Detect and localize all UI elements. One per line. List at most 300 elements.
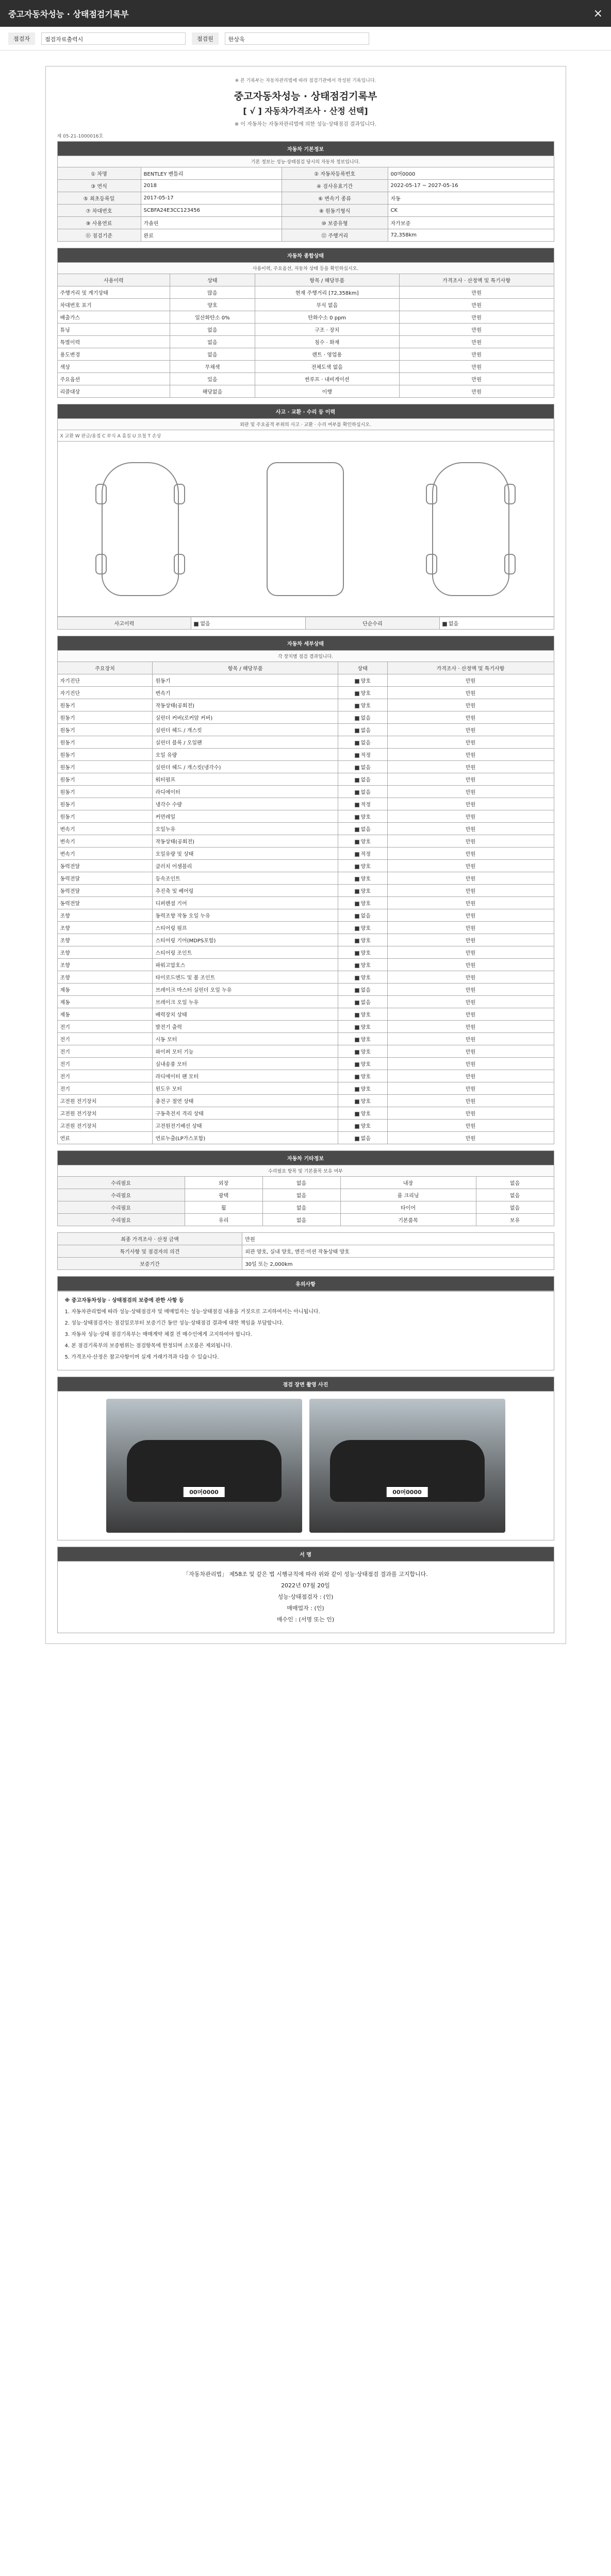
other-cell: 수리필요: [57, 1177, 185, 1189]
status-cell: 색상: [57, 361, 170, 373]
detail-status: 양호: [338, 1107, 387, 1120]
detail-group: 연료: [57, 1132, 153, 1144]
status-check-icon: [355, 877, 359, 882]
detail-group: 동력전달: [57, 860, 153, 872]
detail-item: 시동 모터: [153, 1033, 338, 1045]
detail-status: 양호: [338, 1033, 387, 1045]
status-cell: 리콜대상: [57, 385, 170, 398]
basic-cell: ③ 연식: [57, 180, 141, 192]
basic-cell: CK: [388, 205, 554, 217]
detail-group: 원동기: [57, 711, 153, 724]
basic-cell: ⑩ 보증유형: [282, 217, 388, 229]
status-row: [57, 348, 554, 361]
detail-item: 오일누유: [153, 823, 338, 835]
detail-item: 라디에이터 팬 모터: [153, 1070, 338, 1082]
detail-row: [57, 1045, 554, 1058]
accident-head: 사고 · 교환 · 수리 등 이력: [57, 404, 554, 419]
detail-price: 만원: [387, 1045, 554, 1058]
status-check-icon: [355, 691, 359, 696]
other-table: [57, 1150, 554, 1226]
status-check-icon: [355, 988, 359, 993]
detail-price: 만원: [387, 1008, 554, 1021]
detail-group: 원동기: [57, 773, 153, 786]
detail-status: 없음: [338, 711, 387, 724]
detail-status: 양호: [338, 934, 387, 946]
detail-row: [57, 996, 554, 1008]
detail-group: 제동: [57, 984, 153, 996]
detail-price: 만원: [387, 1033, 554, 1045]
basic-cell: ⑦ 차대번호: [57, 205, 141, 217]
detail-price: 만원: [387, 959, 554, 971]
detail-status: 양호: [338, 946, 387, 959]
other-cell: 외장: [185, 1177, 262, 1189]
basic-cell: BENTLEY 벤틀리: [141, 167, 282, 180]
filter-bar: [0, 27, 611, 50]
basic-cell: ⑧ 원동기형식: [282, 205, 388, 217]
detail-group: 고전원 전기장치: [57, 1120, 153, 1132]
detail-item: 고전원전기배선 상태: [153, 1120, 338, 1132]
detail-price: 만원: [387, 835, 554, 848]
notice-title: ※ 중고자동차성능 · 상태점검의 보증에 관한 사항 등: [64, 1298, 184, 1303]
other-note: 수리필요 항목 및 기본품목 보유 여부: [57, 1165, 554, 1177]
detail-item: 실린더 커버(로커암 커버): [153, 711, 338, 724]
detail-price: 만원: [387, 1021, 554, 1033]
detail-price: 만원: [387, 922, 554, 934]
sign-table: [57, 1547, 554, 1562]
other-row: [57, 1177, 554, 1189]
detail-col-1: 항목 / 해당부품: [153, 662, 338, 674]
detail-item: 워터펌프: [153, 773, 338, 786]
basic-row: [57, 229, 554, 242]
status-check-icon: [355, 1062, 359, 1067]
status-check-icon: [355, 728, 359, 733]
basic-cell: ⑨ 사용연료: [57, 217, 141, 229]
status-check-icon: [355, 963, 359, 968]
detail-row: [57, 1095, 554, 1107]
status-row: [57, 286, 554, 299]
other-cell: 없음: [476, 1201, 554, 1214]
status-cell: 만원: [399, 324, 554, 336]
status-check-icon: [355, 852, 359, 857]
status-cell: 없음: [170, 324, 255, 336]
status-check-icon: [355, 790, 359, 795]
detail-price: 만원: [387, 699, 554, 711]
status-cell: 없음: [170, 348, 255, 361]
status-cell: 탄화수소 0 ppm: [255, 311, 399, 324]
detail-group: 자기진단: [57, 674, 153, 687]
detail-head: 자동차 세부상태: [57, 636, 554, 651]
detail-price: 만원: [387, 860, 554, 872]
detail-item: 클러치 어셈블리: [153, 860, 338, 872]
detail-item: 작동상태(공회전): [153, 835, 338, 848]
detail-row: [57, 1070, 554, 1082]
detail-group: 원동기: [57, 724, 153, 736]
status-col-1: 상태: [170, 274, 255, 286]
notice-item-3: 4. 본 점검기록부의 보증범위는 점검항목에 한정되며 소모품은 제외됩니다.: [64, 1343, 233, 1349]
status-check-icon: [355, 827, 359, 832]
detail-row: [57, 749, 554, 761]
status-cell: 주요옵션: [57, 373, 170, 385]
other-cell: 없음: [476, 1177, 554, 1189]
detail-item: 커먼레일: [153, 810, 338, 823]
detail-row: [57, 848, 554, 860]
detail-status: 양호: [338, 699, 387, 711]
detail-item: 브레이크 마스터 실린더 오일 누유: [153, 984, 338, 996]
detail-group: 원동기: [57, 736, 153, 749]
detail-item: 와이퍼 모터 기능: [153, 1045, 338, 1058]
detail-group: 변속기: [57, 823, 153, 835]
status-check-icon: [355, 766, 359, 770]
basic-cell: ⑤ 최초등록일: [57, 192, 141, 205]
status-cell: 썬루프 · 내비게이션: [255, 373, 399, 385]
detail-price: 만원: [387, 1070, 554, 1082]
detail-row: [57, 1008, 554, 1021]
detail-row: [57, 885, 554, 897]
detail-group: 제동: [57, 1008, 153, 1021]
status-check-icon: [355, 1124, 359, 1129]
sign-buyer: 매수인 : (서명 또는 인): [276, 1616, 335, 1623]
detail-note: 각 장치별 점검 결과입니다.: [57, 651, 554, 662]
detail-group: 변속기: [57, 848, 153, 860]
detail-item: 타이로드엔드 및 볼 조인트: [153, 971, 338, 984]
other-cell: 보유: [476, 1214, 554, 1226]
detail-item: 오일 유량: [153, 749, 338, 761]
car-frame-view: [267, 462, 344, 596]
status-cell: 침수 · 화재: [255, 336, 399, 348]
document-subnote: ※ 이 자동차는 자동차관리법에 의한 성능·상태점검 결과입니다.: [234, 122, 377, 127]
detail-status: 없음: [338, 984, 387, 996]
status-check-icon: [355, 716, 359, 721]
notice-item-1: 2. 성능·상태점검자는 점검일로부터 보증기간 동안 성능·상태점검 결과에 대한 책임을 부담합니다.: [64, 1320, 284, 1326]
status-check-icon: [355, 1038, 359, 1042]
detail-status: 양호: [338, 1095, 387, 1107]
status-check-icon: [355, 741, 359, 745]
detail-price: 만원: [387, 1058, 554, 1070]
notice-head: 유의사항: [57, 1277, 554, 1291]
detail-price: 만원: [387, 823, 554, 835]
photo-row: [57, 1392, 554, 1540]
status-cell: 만원: [399, 336, 554, 348]
status-row: [57, 311, 554, 324]
detail-table: [57, 636, 554, 1144]
status-cell: 만원: [399, 361, 554, 373]
other-row: [57, 1189, 554, 1201]
detail-status: 양호: [338, 1008, 387, 1021]
detail-status: 양호: [338, 835, 387, 848]
status-cell: 만원: [399, 299, 554, 311]
detail-item: 원동기: [153, 674, 338, 687]
detail-group: 조향: [57, 934, 153, 946]
detail-price: 만원: [387, 897, 554, 909]
status-check-icon: [355, 679, 359, 684]
basic-row: [57, 205, 554, 217]
document-subtitle: [ √ ] 자동차가격조사 · 산정 선택]: [243, 106, 368, 116]
price-value: 만원: [242, 1233, 554, 1245]
status-cell: 양호: [170, 299, 255, 311]
detail-item: 디퍼렌셜 기어: [153, 897, 338, 909]
status-cell: 많음: [170, 286, 255, 299]
detail-price: 만원: [387, 810, 554, 823]
detail-group: 원동기: [57, 761, 153, 773]
other-cell: 없음: [262, 1189, 340, 1201]
sign-head: 서 명: [57, 1547, 554, 1562]
detail-status: 양호: [338, 971, 387, 984]
detail-row: [57, 1033, 554, 1045]
status-cell: 특별이력: [57, 336, 170, 348]
detail-price: 만원: [387, 786, 554, 798]
top-note: ※ 본 기록부는 자동차관리법에 따라 점검기관에서 작성된 기록입니다.: [235, 78, 376, 83]
detail-status: 양호: [338, 810, 387, 823]
other-row: [57, 1201, 554, 1214]
photo-table: [57, 1377, 554, 1392]
detail-price: 만원: [387, 996, 554, 1008]
detail-group: 원동기: [57, 798, 153, 810]
other-cell: 내장: [340, 1177, 476, 1189]
detail-status: 양호: [338, 1058, 387, 1070]
sign-date: 2022년 07월 20일: [281, 1582, 330, 1589]
detail-status: 적정: [338, 848, 387, 860]
photo-head: 점검 장면 촬영 사진: [57, 1377, 554, 1392]
status-row: [57, 299, 554, 311]
detail-group: 조향: [57, 959, 153, 971]
detail-row: [57, 1132, 554, 1144]
basic-cell: 자가보증: [388, 217, 554, 229]
close-icon[interactable]: ×: [593, 7, 603, 20]
detail-row: [57, 674, 554, 687]
basic-row: [57, 192, 554, 205]
status-check-icon: [355, 1050, 359, 1055]
plate-1: 00머0000: [183, 1486, 225, 1498]
simple-repair-label: 단순수리: [305, 617, 439, 630]
status-cell: 튜닝: [57, 324, 170, 336]
detail-item: 동력조향 작동 오일 누유: [153, 909, 338, 922]
detail-price: 만원: [387, 773, 554, 786]
warranty-value: 30일 또는 2,000km: [242, 1258, 554, 1270]
detail-price: 만원: [387, 971, 554, 984]
other-cell: 없음: [262, 1201, 340, 1214]
detail-price: 만원: [387, 1095, 554, 1107]
other-head: 자동차 기타정보: [57, 1151, 554, 1165]
detail-row: [57, 724, 554, 736]
detail-item: 실내송풍 모터: [153, 1058, 338, 1070]
detail-row: [57, 687, 554, 699]
status-cell: 구조 · 장치: [255, 324, 399, 336]
status-check-icon: [355, 1137, 359, 1141]
status-check-icon: [355, 889, 359, 894]
car-left-view: [102, 462, 179, 596]
other-cell: 없음: [476, 1189, 554, 1201]
filter-select-2[interactable]: 한상욱: [225, 32, 369, 45]
detail-price: 만원: [387, 761, 554, 773]
basic-head: 자동차 기본정보: [57, 142, 554, 156]
simple-repair: 없음: [439, 617, 554, 630]
window-title: 중고자동차성능 · 상태점검기록부: [8, 9, 129, 19]
status-cell: 현재 주행거리 [72,358km]: [255, 286, 399, 299]
detail-price: 만원: [387, 674, 554, 687]
detail-item: 냉각수 수량: [153, 798, 338, 810]
status-check-icon: [355, 803, 359, 807]
detail-status: 없음: [338, 761, 387, 773]
basic-cell: 2018: [141, 180, 282, 192]
detail-group: 전기: [57, 1033, 153, 1045]
detail-price: 만원: [387, 1107, 554, 1120]
detail-price: 만원: [387, 736, 554, 749]
status-check-icon: [355, 902, 359, 906]
other-cell: 기본품목: [340, 1214, 476, 1226]
status-cell: 만원: [399, 348, 554, 361]
basic-cell: 00머0000: [388, 167, 554, 180]
detail-row: [57, 1021, 554, 1033]
detail-status: 양호: [338, 1021, 387, 1033]
basic-cell: 2017-05-17: [141, 192, 282, 205]
detail-status: 양호: [338, 959, 387, 971]
detail-price: 만원: [387, 872, 554, 885]
detail-price: 만원: [387, 885, 554, 897]
detail-item: 스티어링 조인트: [153, 946, 338, 959]
status-cell: 부식 없음: [255, 299, 399, 311]
detail-price: 만원: [387, 749, 554, 761]
other-cell: 유리: [185, 1214, 262, 1226]
plate-2: 00머0000: [386, 1486, 428, 1498]
detail-status: 없음: [338, 1132, 387, 1144]
other-cell: 광택: [185, 1189, 262, 1201]
status-cell: 만원: [399, 311, 554, 324]
detail-price: 만원: [387, 1120, 554, 1132]
accident-note: 외판 및 주요골격 부위의 사고 · 교환 · 수리 여부를 확인하십시오.: [57, 419, 554, 430]
detail-status: 양호: [338, 1070, 387, 1082]
detail-col-2: 상태: [338, 662, 387, 674]
detail-group: 전기: [57, 1021, 153, 1033]
status-cell: 이행: [255, 385, 399, 398]
notice-item-0: 1. 자동차관리법에 따라 성능·상태점검자 및 매매업자는 성능·상태점검 내용을 거짓으로 고지하여서는 아니됩니다.: [64, 1309, 320, 1315]
detail-status: 양호: [338, 674, 387, 687]
accident-result: 없음: [191, 617, 306, 630]
detail-status: 없음: [338, 786, 387, 798]
window-titlebar: [0, 0, 611, 27]
detail-price: 만원: [387, 934, 554, 946]
status-check-icon: [355, 1001, 359, 1005]
detail-item: 스티어링 기어(MDPS포함): [153, 934, 338, 946]
status-check-icon: [355, 914, 359, 919]
opinion-value: 외관 양호, 실내 양호, 엔진·미션 작동상태 양호: [242, 1245, 554, 1258]
detail-status: 없음: [338, 773, 387, 786]
basic-cell: ⑥ 변속기 종류: [282, 192, 388, 205]
sign-dealer: 매매업자 : (인): [287, 1605, 324, 1612]
other-cell: 수리필요: [57, 1189, 185, 1201]
basic-info-table: [57, 141, 554, 242]
detail-group: 제동: [57, 996, 153, 1008]
detail-item: 배력장치 상태: [153, 1008, 338, 1021]
detail-item: 실린더 블록 / 오일팬: [153, 736, 338, 749]
other-cell: 타이어: [340, 1201, 476, 1214]
notice-table: [57, 1276, 554, 1291]
detail-price: 만원: [387, 1082, 554, 1095]
detail-price: 만원: [387, 909, 554, 922]
detail-group: 조향: [57, 971, 153, 984]
detail-row: [57, 872, 554, 885]
basic-row: [57, 167, 554, 180]
status-check-icon: [355, 976, 359, 980]
detail-status: 양호: [338, 1045, 387, 1058]
car-right-view: [432, 462, 509, 596]
status-check-icon: [355, 1013, 359, 1018]
status-cell: 전체도색 없음: [255, 361, 399, 373]
status-col-0: 사용이력: [57, 274, 170, 286]
detail-row: [57, 786, 554, 798]
detail-item: 연료누출(LP가스포함): [153, 1132, 338, 1144]
detail-status: 없음: [338, 996, 387, 1008]
detail-group: 변속기: [57, 835, 153, 848]
accident-result-table: [57, 617, 554, 630]
other-row: [57, 1214, 554, 1226]
accident-legend: X 교환 W 판금/용접 C 부식 A 흠집 U 요철 T 손상: [57, 430, 554, 442]
detail-row: [57, 810, 554, 823]
status-check-icon: [355, 939, 359, 943]
detail-group: 조향: [57, 922, 153, 934]
basic-cell: 2022-05-17 ~ 2027-05-16: [388, 180, 554, 192]
status-check-icon: [355, 704, 359, 708]
detail-group: 조향: [57, 946, 153, 959]
status-row: [57, 385, 554, 398]
status-check-icon: [355, 778, 359, 783]
accident-table: [57, 404, 554, 442]
basic-cell: ④ 검사유효기간: [282, 180, 388, 192]
detail-group: 원동기: [57, 699, 153, 711]
other-cell: 없음: [262, 1177, 340, 1189]
basic-row: [57, 180, 554, 192]
status-col-3: 가격조사 · 산정액 및 특기사항: [399, 274, 554, 286]
detail-row: [57, 971, 554, 984]
filter-select-1[interactable]: 점검자료출력시: [41, 32, 186, 45]
status-check-icon: [355, 865, 359, 869]
doc-number: 제 05-21-1000016호: [57, 134, 104, 139]
notice-item-2: 3. 자동차 성능·상태 점검기록부는 매매계약 체결 전 매수인에게 고지하여야 합니다.: [64, 1332, 252, 1337]
detail-row: [57, 736, 554, 749]
detail-group: 동력전달: [57, 897, 153, 909]
detail-price: 만원: [387, 798, 554, 810]
document-title: 중고자동차성능 · 상태점검기록부: [234, 91, 377, 102]
status-row: [57, 373, 554, 385]
detail-row: [57, 909, 554, 922]
basic-cell: ① 차명: [57, 167, 141, 180]
detail-item: 파워고압호스: [153, 959, 338, 971]
status-check-icon: [355, 840, 359, 844]
detail-item: 충전구 절연 상태: [153, 1095, 338, 1107]
detail-row: [57, 946, 554, 959]
detail-row: [57, 959, 554, 971]
detail-status: 없음: [338, 909, 387, 922]
status-check-icon: [355, 951, 359, 956]
basic-note: 기본 정보는 성능·상태점검 당시의 자동차 정보입니다.: [57, 156, 554, 167]
detail-price: 만원: [387, 1132, 554, 1144]
status-cell: 렌트 · 영업용: [255, 348, 399, 361]
detail-item: 오일유량 및 상태: [153, 848, 338, 860]
detail-status: 양호: [338, 860, 387, 872]
status-check-icon: [355, 1087, 359, 1092]
status-cell: 만원: [399, 373, 554, 385]
detail-item: 윈도우 모터: [153, 1082, 338, 1095]
detail-item: 발전기 출력: [153, 1021, 338, 1033]
detail-status: 양호: [338, 922, 387, 934]
detail-price: 만원: [387, 984, 554, 996]
detail-group: 조향: [57, 909, 153, 922]
status-check-icon: [355, 1112, 359, 1116]
detail-status: 양호: [338, 687, 387, 699]
basic-cell: ② 자동차등록번호: [282, 167, 388, 180]
detail-group: 전기: [57, 1070, 153, 1082]
other-cell: 수리필요: [57, 1201, 185, 1214]
status-cell: 만원: [399, 286, 554, 299]
